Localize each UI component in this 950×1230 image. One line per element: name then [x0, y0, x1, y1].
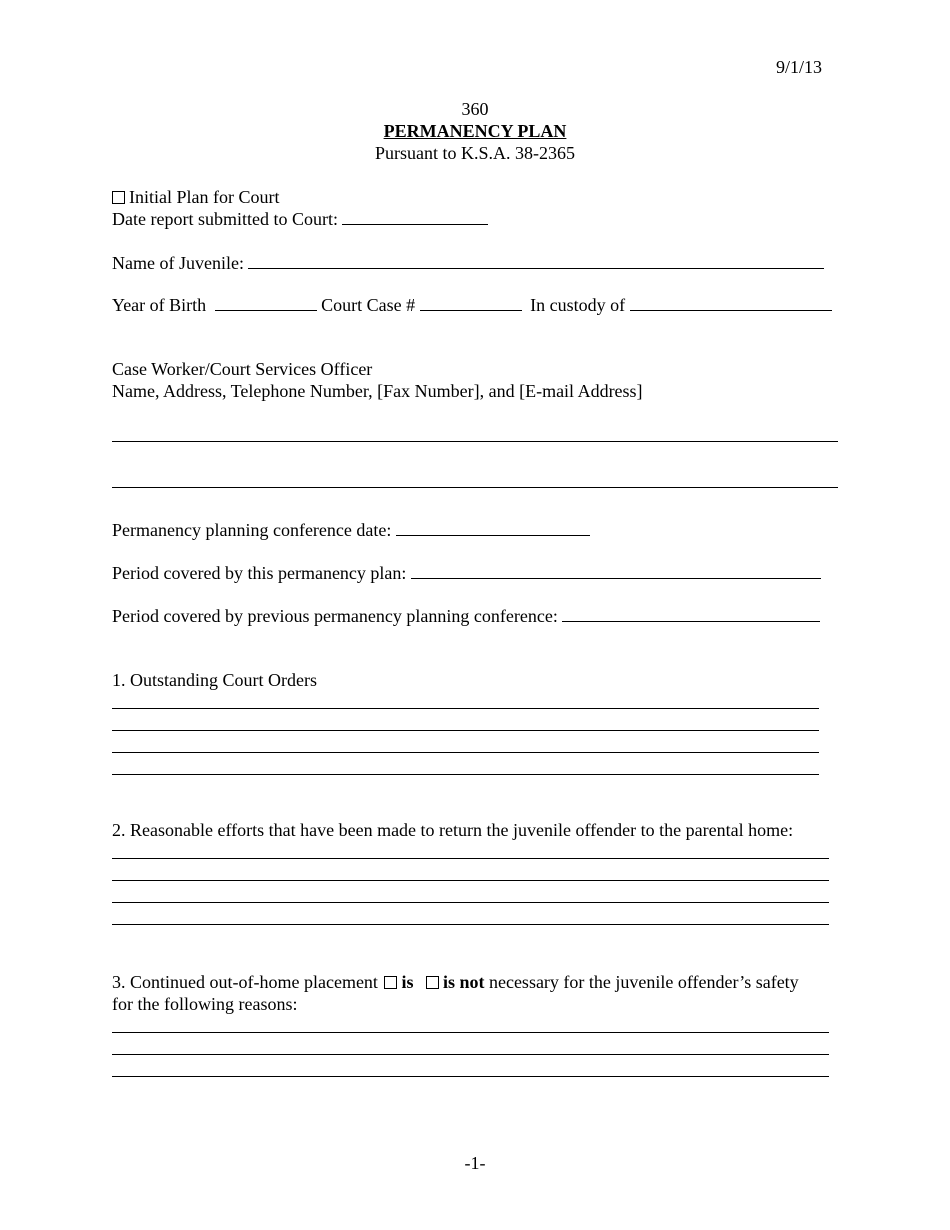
caseworker-heading: Case Worker/Court Services Officer [112, 359, 373, 379]
is-not-option-label: is not [442, 972, 485, 992]
year-of-birth-label: Year of Birth [112, 295, 207, 315]
is-option-label: is [401, 972, 414, 992]
date-report-field[interactable] [342, 208, 488, 225]
form-number: 360 [461, 99, 489, 119]
court-case-field[interactable] [420, 294, 522, 311]
initial-plan-row [112, 186, 279, 208]
section-1-heading: 1. Outstanding Court Orders [112, 670, 317, 690]
section-3-line2: for the following reasons: [112, 994, 298, 1014]
section-3-line[interactable] [112, 1076, 829, 1077]
section-3-heading [112, 971, 799, 993]
previous-period-label: Period covered by previous permanency planning conference: [112, 606, 558, 626]
section-2-line[interactable] [112, 880, 829, 881]
section-1-line[interactable] [112, 730, 819, 731]
caseworker-line-2[interactable] [112, 487, 838, 488]
year-of-birth-field[interactable] [215, 294, 317, 311]
section-2-line[interactable] [112, 902, 829, 903]
section-1-line[interactable] [112, 774, 819, 775]
section-3-line[interactable] [112, 1054, 829, 1055]
is-not-checkbox[interactable] [426, 976, 439, 989]
period-covered-row [112, 562, 821, 584]
juvenile-name-field[interactable] [248, 252, 824, 269]
conference-date-row [112, 519, 590, 541]
conference-date-field[interactable] [396, 519, 590, 536]
initial-plan-checkbox[interactable] [112, 191, 125, 204]
page-subtitle: Pursuant to K.S.A. 38-2365 [374, 143, 575, 163]
section-2-heading: 2. Reasonable efforts that have been made to return the juvenile offender to the parental home: [112, 820, 794, 840]
caseworker-details: Name, Address, Telephone Number, [Fax Number], and [E-mail Address] [112, 381, 643, 401]
juvenile-name-label: Name of Juvenile: [112, 253, 244, 273]
period-covered-label: Period covered by this permanency plan: [112, 563, 407, 583]
page-title: PERMANENCY PLAN [383, 121, 567, 141]
section-3-line[interactable] [112, 1032, 829, 1033]
date-report-row [112, 208, 488, 230]
section-3-suffix: necessary for the juvenile offender’s safety [488, 972, 799, 992]
juvenile-name-row [112, 252, 824, 274]
court-case-label: Court Case # [321, 295, 416, 315]
revision-date: 9/1/13 [776, 57, 823, 77]
section-3-prefix: 3. Continued out-of-home placement [112, 972, 378, 992]
period-covered-field[interactable] [411, 562, 821, 579]
section-2-line[interactable] [112, 858, 829, 859]
caseworker-line-1[interactable] [112, 441, 838, 442]
section-1-line[interactable] [112, 752, 819, 753]
section-2-line[interactable] [112, 924, 829, 925]
is-checkbox[interactable] [384, 976, 397, 989]
birth-case-custody-row [112, 294, 832, 316]
custody-label: In custody of [530, 295, 626, 315]
initial-plan-label: Initial Plan for Court [129, 187, 280, 207]
previous-period-row [112, 605, 820, 627]
conference-date-label: Permanency planning conference date: [112, 520, 392, 540]
date-report-label: Date report submitted to Court: [112, 209, 338, 229]
custody-field[interactable] [630, 294, 832, 311]
section-1-line[interactable] [112, 708, 819, 709]
previous-period-field[interactable] [562, 605, 820, 622]
page-number: -1- [464, 1153, 486, 1173]
